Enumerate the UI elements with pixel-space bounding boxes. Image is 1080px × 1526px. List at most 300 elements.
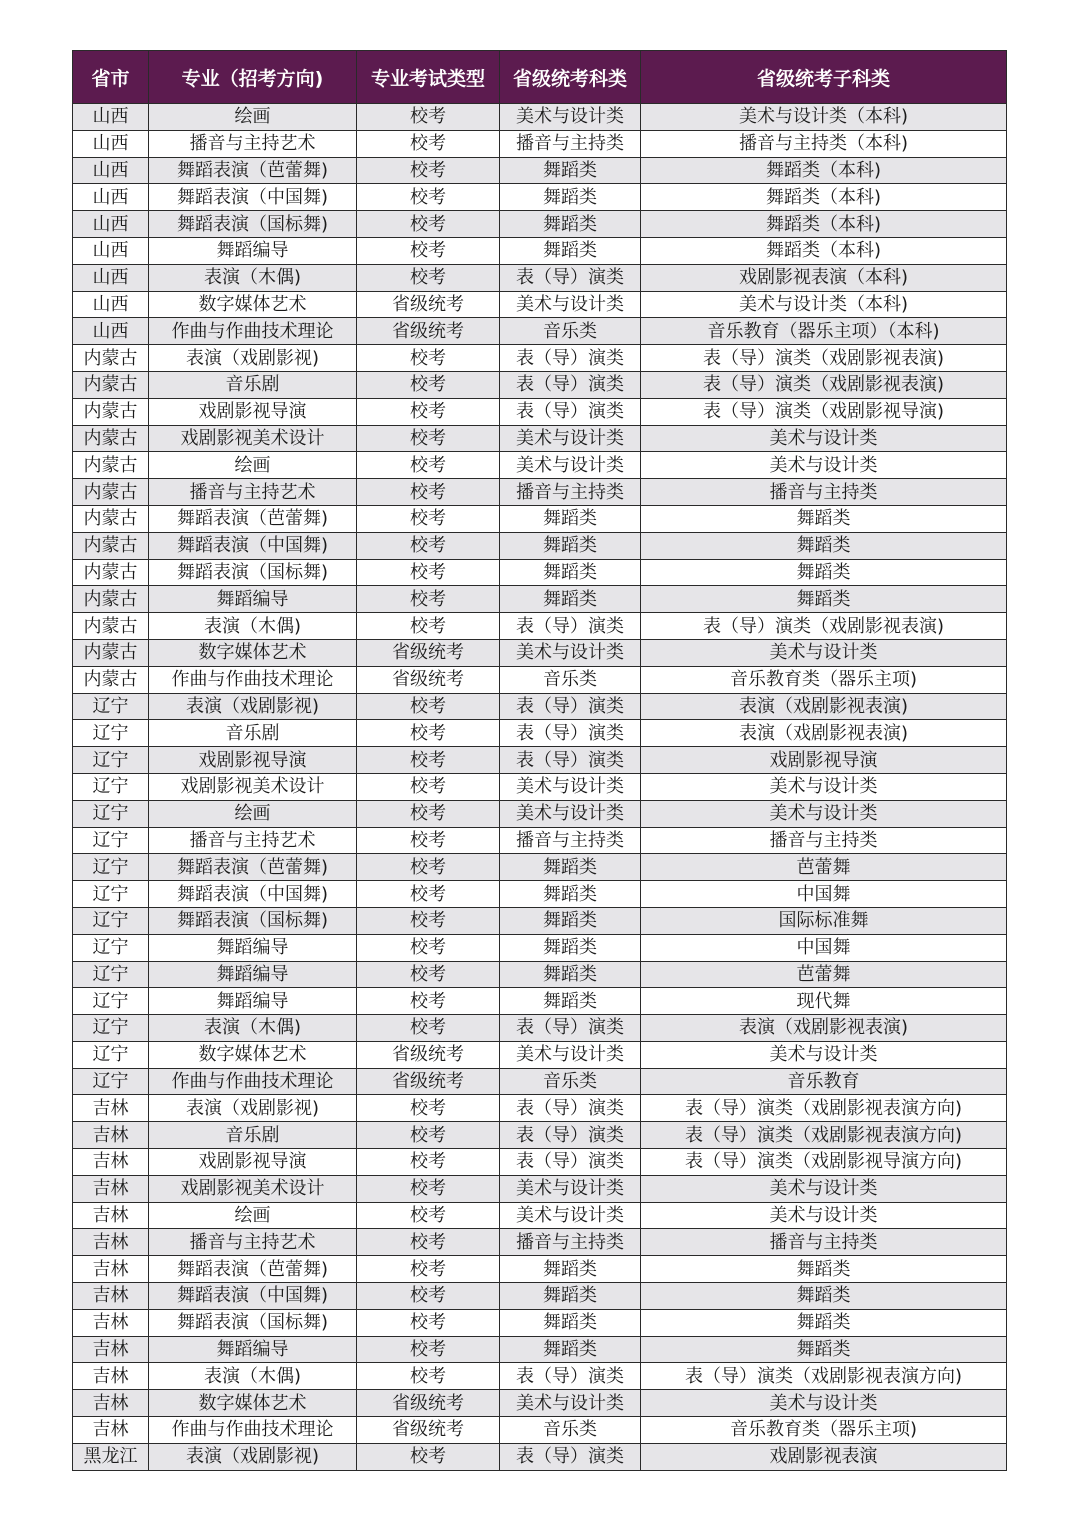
cell-unified-category: 舞蹈类 [500,1336,641,1363]
cell-exam-type: 校考 [357,800,500,827]
cell-unified-category: 播音与主持类 [500,1229,641,1256]
cell-unified-subcategory: 音乐教育类（器乐主项) [641,666,1007,693]
cell-unified-subcategory: 美术与设计类 [641,1175,1007,1202]
cell-exam-type: 校考 [357,613,500,640]
cell-major: 数字媒体艺术 [149,1041,357,1068]
cell-major: 音乐剧 [149,371,357,398]
cell-unified-subcategory: 舞蹈类 [641,505,1007,532]
table-row [73,1256,1007,1283]
cell-unified-category: 表（导）演类 [500,264,641,291]
cell-major: 舞蹈表演（国标舞) [149,211,357,238]
cell-unified-subcategory: 播音与主持类 [641,479,1007,506]
table-row [73,104,1007,131]
cell-exam-type: 校考 [357,1443,500,1470]
cell-province: 内蒙古 [73,371,149,398]
cell-province: 山西 [73,237,149,264]
table-row [73,559,1007,586]
cell-major: 舞蹈表演（中国舞) [149,184,357,211]
cell-exam-type: 省级统考 [357,318,500,345]
cell-major: 绘画 [149,452,357,479]
cell-major: 作曲与作曲技术理论 [149,666,357,693]
table-row [73,452,1007,479]
cell-province: 吉林 [73,1175,149,1202]
cell-unified-category: 表（导）演类 [500,613,641,640]
cell-exam-type: 校考 [357,184,500,211]
cell-unified-subcategory: 美术与设计类（本科) [641,104,1007,131]
cell-unified-category: 表（导）演类 [500,693,641,720]
cell-major: 舞蹈编导 [149,934,357,961]
cell-exam-type: 校考 [357,961,500,988]
table-row [73,1336,1007,1363]
cell-province: 山西 [73,104,149,131]
cell-province: 内蒙古 [73,532,149,559]
cell-major: 舞蹈表演（芭蕾舞) [149,505,357,532]
cell-province: 辽宁 [73,773,149,800]
cell-exam-type: 校考 [357,505,500,532]
table-row [73,720,1007,747]
table-row [73,1363,1007,1390]
cell-major: 戏剧影视导演 [149,1149,357,1176]
cell-province: 山西 [73,184,149,211]
cell-unified-category: 表（导）演类 [500,1015,641,1042]
cell-unified-category: 音乐类 [500,666,641,693]
table-row [73,827,1007,854]
cell-unified-subcategory: 表（导）演类（戏剧影视表演) [641,613,1007,640]
cell-unified-category: 舞蹈类 [500,586,641,613]
cell-major: 表演（木偶) [149,264,357,291]
cell-unified-subcategory: 美术与设计类 [641,452,1007,479]
cell-exam-type: 省级统考 [357,1390,500,1417]
table-row [73,1417,1007,1444]
cell-province: 内蒙古 [73,398,149,425]
cell-province: 吉林 [73,1390,149,1417]
cell-major: 播音与主持艺术 [149,130,357,157]
cell-exam-type: 校考 [357,157,500,184]
cell-unified-subcategory: 芭蕾舞 [641,961,1007,988]
table-row [73,747,1007,774]
cell-unified-subcategory: 美术与设计类（本科) [641,291,1007,318]
cell-province: 黑龙江 [73,1443,149,1470]
table-row [73,693,1007,720]
cell-exam-type: 校考 [357,747,500,774]
cell-exam-type: 校考 [357,934,500,961]
cell-province: 吉林 [73,1256,149,1283]
cell-province: 内蒙古 [73,345,149,372]
cell-exam-type: 省级统考 [357,1417,500,1444]
cell-province: 辽宁 [73,881,149,908]
cell-major: 播音与主持艺术 [149,827,357,854]
cell-province: 辽宁 [73,827,149,854]
cell-unified-category: 表（导）演类 [500,720,641,747]
table-row [73,1175,1007,1202]
cell-province: 内蒙古 [73,586,149,613]
cell-province: 吉林 [73,1363,149,1390]
cell-major: 数字媒体艺术 [149,291,357,318]
cell-major: 作曲与作曲技术理论 [149,1417,357,1444]
cell-unified-category: 舞蹈类 [500,907,641,934]
cell-unified-subcategory: 美术与设计类 [641,1390,1007,1417]
cell-unified-subcategory: 戏剧影视表演 [641,1443,1007,1470]
cell-unified-subcategory: 国际标准舞 [641,907,1007,934]
cell-major: 表演（木偶) [149,1363,357,1390]
cell-unified-subcategory: 美术与设计类 [641,639,1007,666]
cell-province: 山西 [73,130,149,157]
cell-exam-type: 校考 [357,211,500,238]
table-row [73,1041,1007,1068]
cell-province: 山西 [73,264,149,291]
cell-exam-type: 校考 [357,881,500,908]
cell-exam-type: 校考 [357,773,500,800]
cell-province: 吉林 [73,1202,149,1229]
cell-unified-category: 舞蹈类 [500,854,641,881]
cell-major: 舞蹈编导 [149,586,357,613]
cell-unified-category: 美术与设计类 [500,1041,641,1068]
cell-unified-category: 美术与设计类 [500,425,641,452]
cell-unified-category: 表（导）演类 [500,747,641,774]
cell-unified-subcategory: 表（导）演类（戏剧影视表演方向) [641,1095,1007,1122]
table-row [73,532,1007,559]
cell-unified-category: 美术与设计类 [500,639,641,666]
cell-unified-subcategory: 舞蹈类 [641,559,1007,586]
cell-province: 辽宁 [73,1041,149,1068]
cell-exam-type: 校考 [357,1202,500,1229]
cell-exam-type: 校考 [357,1336,500,1363]
admission-table-container [72,50,1006,1471]
cell-exam-type: 校考 [357,907,500,934]
table-row [73,157,1007,184]
cell-unified-category: 美术与设计类 [500,1202,641,1229]
table-row [73,666,1007,693]
cell-province: 辽宁 [73,907,149,934]
cell-province: 吉林 [73,1309,149,1336]
cell-exam-type: 校考 [357,988,500,1015]
table-row [73,1095,1007,1122]
table-row [73,1390,1007,1417]
cell-province: 吉林 [73,1095,149,1122]
cell-unified-category: 美术与设计类 [500,452,641,479]
cell-province: 吉林 [73,1149,149,1176]
table-row [73,1283,1007,1310]
cell-unified-category: 舞蹈类 [500,934,641,961]
cell-unified-category: 表（导）演类 [500,345,641,372]
cell-major: 表演（戏剧影视) [149,693,357,720]
cell-province: 辽宁 [73,854,149,881]
cell-exam-type: 校考 [357,1283,500,1310]
cell-province: 山西 [73,318,149,345]
cell-unified-subcategory: 美术与设计类 [641,773,1007,800]
cell-province: 辽宁 [73,1068,149,1095]
table-row [73,961,1007,988]
cell-unified-subcategory: 舞蹈类 [641,532,1007,559]
cell-major: 数字媒体艺术 [149,639,357,666]
cell-unified-subcategory: 现代舞 [641,988,1007,1015]
cell-province: 吉林 [73,1122,149,1149]
cell-unified-category: 美术与设计类 [500,104,641,131]
table-row [73,907,1007,934]
header-major: 专业（招考方向) [149,51,357,104]
cell-major: 表演（木偶) [149,613,357,640]
cell-province: 山西 [73,157,149,184]
cell-unified-subcategory: 表演（戏剧影视表演) [641,720,1007,747]
cell-unified-subcategory: 音乐教育（器乐主项）（本科) [641,318,1007,345]
table-row [73,586,1007,613]
cell-unified-subcategory: 播音与主持类 [641,827,1007,854]
header-unified-category: 省级统考科类 [500,51,641,104]
cell-exam-type: 省级统考 [357,291,500,318]
cell-unified-subcategory: 舞蹈类 [641,586,1007,613]
cell-unified-category: 美术与设计类 [500,1390,641,1417]
cell-exam-type: 校考 [357,1256,500,1283]
table-row [73,318,1007,345]
cell-exam-type: 校考 [357,1095,500,1122]
cell-province: 山西 [73,211,149,238]
table-row [73,1202,1007,1229]
cell-major: 舞蹈表演（中国舞) [149,532,357,559]
table-row [73,345,1007,372]
cell-unified-subcategory: 美术与设计类 [641,1202,1007,1229]
cell-exam-type: 校考 [357,130,500,157]
header-unified-subcategory: 省级统考子科类 [641,51,1007,104]
cell-unified-subcategory: 舞蹈类 [641,1336,1007,1363]
cell-major: 舞蹈表演（国标舞) [149,1309,357,1336]
cell-province: 吉林 [73,1283,149,1310]
cell-province: 辽宁 [73,1015,149,1042]
table-row [73,934,1007,961]
cell-major: 表演（戏剧影视) [149,1095,357,1122]
table-row [73,1443,1007,1470]
cell-province: 辽宁 [73,988,149,1015]
table-row [73,237,1007,264]
cell-unified-category: 舞蹈类 [500,505,641,532]
cell-unified-category: 舞蹈类 [500,559,641,586]
cell-province: 辽宁 [73,934,149,961]
table-body [73,104,1007,1471]
cell-unified-subcategory: 芭蕾舞 [641,854,1007,881]
cell-major: 舞蹈编导 [149,988,357,1015]
cell-unified-category: 表（导）演类 [500,1149,641,1176]
cell-exam-type: 校考 [357,452,500,479]
table-row [73,1015,1007,1042]
table-row [73,854,1007,881]
table-row [73,264,1007,291]
table-row [73,773,1007,800]
cell-major: 舞蹈表演（国标舞) [149,907,357,934]
cell-major: 绘画 [149,104,357,131]
cell-province: 内蒙古 [73,505,149,532]
cell-unified-subcategory: 中国舞 [641,881,1007,908]
table-row [73,1229,1007,1256]
cell-unified-subcategory: 戏剧影视导演 [641,747,1007,774]
cell-province: 辽宁 [73,720,149,747]
cell-major: 表演（木偶) [149,1015,357,1042]
cell-unified-category: 音乐类 [500,1068,641,1095]
table-row [73,1068,1007,1095]
cell-exam-type: 校考 [357,345,500,372]
header-row [73,51,1007,104]
cell-major: 表演（戏剧影视) [149,345,357,372]
cell-unified-category: 美术与设计类 [500,291,641,318]
cell-exam-type: 校考 [357,479,500,506]
cell-unified-category: 表（导）演类 [500,1363,641,1390]
cell-unified-category: 播音与主持类 [500,130,641,157]
table-row [73,988,1007,1015]
cell-unified-subcategory: 戏剧影视表演（本科) [641,264,1007,291]
cell-unified-category: 舞蹈类 [500,1256,641,1283]
cell-exam-type: 省级统考 [357,1068,500,1095]
cell-unified-subcategory: 美术与设计类 [641,425,1007,452]
cell-unified-category: 表（导）演类 [500,1443,641,1470]
cell-province: 内蒙古 [73,452,149,479]
cell-major: 舞蹈编导 [149,961,357,988]
cell-unified-subcategory: 表演（戏剧影视表演) [641,693,1007,720]
cell-exam-type: 校考 [357,264,500,291]
cell-province: 内蒙古 [73,639,149,666]
cell-major: 舞蹈表演（中国舞) [149,1283,357,1310]
cell-exam-type: 校考 [357,1175,500,1202]
cell-major: 播音与主持艺术 [149,479,357,506]
table-header [73,51,1007,104]
cell-exam-type: 省级统考 [357,1041,500,1068]
cell-exam-type: 校考 [357,237,500,264]
cell-province: 吉林 [73,1229,149,1256]
cell-unified-category: 舞蹈类 [500,184,641,211]
cell-major: 作曲与作曲技术理论 [149,318,357,345]
cell-exam-type: 校考 [357,1149,500,1176]
cell-major: 表演（戏剧影视) [149,1443,357,1470]
header-exam-type: 专业考试类型 [357,51,500,104]
cell-unified-category: 舞蹈类 [500,157,641,184]
table-row [73,1309,1007,1336]
cell-major: 绘画 [149,800,357,827]
cell-exam-type: 校考 [357,1122,500,1149]
cell-exam-type: 校考 [357,1363,500,1390]
cell-unified-category: 音乐类 [500,318,641,345]
cell-province: 内蒙古 [73,559,149,586]
cell-unified-subcategory: 舞蹈类 [641,1309,1007,1336]
cell-unified-category: 舞蹈类 [500,532,641,559]
cell-unified-category: 音乐类 [500,1417,641,1444]
table-row [73,881,1007,908]
cell-exam-type: 校考 [357,827,500,854]
cell-unified-subcategory: 表（导）演类（戏剧影视表演) [641,371,1007,398]
table-row [73,371,1007,398]
table-row [73,639,1007,666]
cell-exam-type: 校考 [357,693,500,720]
cell-province: 内蒙古 [73,613,149,640]
cell-major: 舞蹈编导 [149,1336,357,1363]
cell-unified-category: 表（导）演类 [500,1122,641,1149]
cell-major: 舞蹈表演（芭蕾舞) [149,1256,357,1283]
cell-unified-subcategory: 美术与设计类 [641,1041,1007,1068]
cell-province: 辽宁 [73,961,149,988]
cell-exam-type: 校考 [357,854,500,881]
cell-major: 舞蹈编导 [149,237,357,264]
cell-major: 戏剧影视美术设计 [149,425,357,452]
admission-table [72,50,1007,1471]
cell-unified-category: 美术与设计类 [500,1175,641,1202]
cell-unified-subcategory: 舞蹈类（本科) [641,157,1007,184]
cell-unified-category: 舞蹈类 [500,211,641,238]
cell-major: 舞蹈表演（国标舞) [149,559,357,586]
cell-unified-category: 舞蹈类 [500,1309,641,1336]
cell-major: 戏剧影视美术设计 [149,773,357,800]
cell-major: 舞蹈表演（芭蕾舞) [149,157,357,184]
cell-exam-type: 校考 [357,532,500,559]
cell-major: 作曲与作曲技术理论 [149,1068,357,1095]
table-row [73,479,1007,506]
cell-province: 内蒙古 [73,425,149,452]
cell-major: 音乐剧 [149,1122,357,1149]
cell-unified-subcategory: 舞蹈类（本科) [641,237,1007,264]
table-row [73,1149,1007,1176]
cell-major: 播音与主持艺术 [149,1229,357,1256]
cell-exam-type: 校考 [357,425,500,452]
cell-exam-type: 校考 [357,559,500,586]
cell-exam-type: 校考 [357,1309,500,1336]
cell-unified-category: 舞蹈类 [500,237,641,264]
cell-major: 舞蹈表演（芭蕾舞) [149,854,357,881]
table-row [73,505,1007,532]
cell-province: 辽宁 [73,693,149,720]
cell-unified-subcategory: 表演（戏剧影视表演) [641,1015,1007,1042]
cell-major: 数字媒体艺术 [149,1390,357,1417]
cell-major: 绘画 [149,1202,357,1229]
cell-unified-category: 美术与设计类 [500,800,641,827]
table-row [73,291,1007,318]
table-row [73,184,1007,211]
cell-province: 吉林 [73,1417,149,1444]
cell-province: 辽宁 [73,800,149,827]
table-row [73,398,1007,425]
cell-unified-subcategory: 播音与主持类（本科) [641,130,1007,157]
cell-exam-type: 校考 [357,1229,500,1256]
cell-exam-type: 省级统考 [357,666,500,693]
cell-unified-subcategory: 播音与主持类 [641,1229,1007,1256]
cell-unified-category: 美术与设计类 [500,773,641,800]
cell-province: 山西 [73,291,149,318]
cell-unified-subcategory: 舞蹈类（本科) [641,184,1007,211]
table-row [73,613,1007,640]
cell-unified-category: 表（导）演类 [500,371,641,398]
cell-exam-type: 校考 [357,371,500,398]
cell-unified-category: 表（导）演类 [500,398,641,425]
table-row [73,130,1007,157]
cell-unified-subcategory: 表（导）演类（戏剧影视表演方向) [641,1363,1007,1390]
cell-unified-category: 表（导）演类 [500,1095,641,1122]
cell-major: 舞蹈表演（中国舞) [149,881,357,908]
cell-unified-subcategory: 音乐教育 [641,1068,1007,1095]
cell-unified-subcategory: 音乐教育类（器乐主项) [641,1417,1007,1444]
cell-province: 内蒙古 [73,479,149,506]
table-row [73,1122,1007,1149]
cell-unified-subcategory: 中国舞 [641,934,1007,961]
cell-unified-subcategory: 表（导）演类（戏剧影视导演方向) [641,1149,1007,1176]
cell-unified-category: 播音与主持类 [500,479,641,506]
cell-unified-category: 播音与主持类 [500,827,641,854]
cell-unified-category: 舞蹈类 [500,961,641,988]
cell-major: 音乐剧 [149,720,357,747]
cell-major: 戏剧影视导演 [149,747,357,774]
header-province: 省市 [73,51,149,104]
cell-unified-category: 舞蹈类 [500,881,641,908]
cell-exam-type: 校考 [357,586,500,613]
table-row [73,800,1007,827]
cell-unified-subcategory: 美术与设计类 [641,800,1007,827]
cell-unified-subcategory: 舞蹈类（本科) [641,211,1007,238]
cell-unified-subcategory: 表（导）演类（戏剧影视导演) [641,398,1007,425]
cell-unified-category: 舞蹈类 [500,1283,641,1310]
cell-exam-type: 校考 [357,398,500,425]
